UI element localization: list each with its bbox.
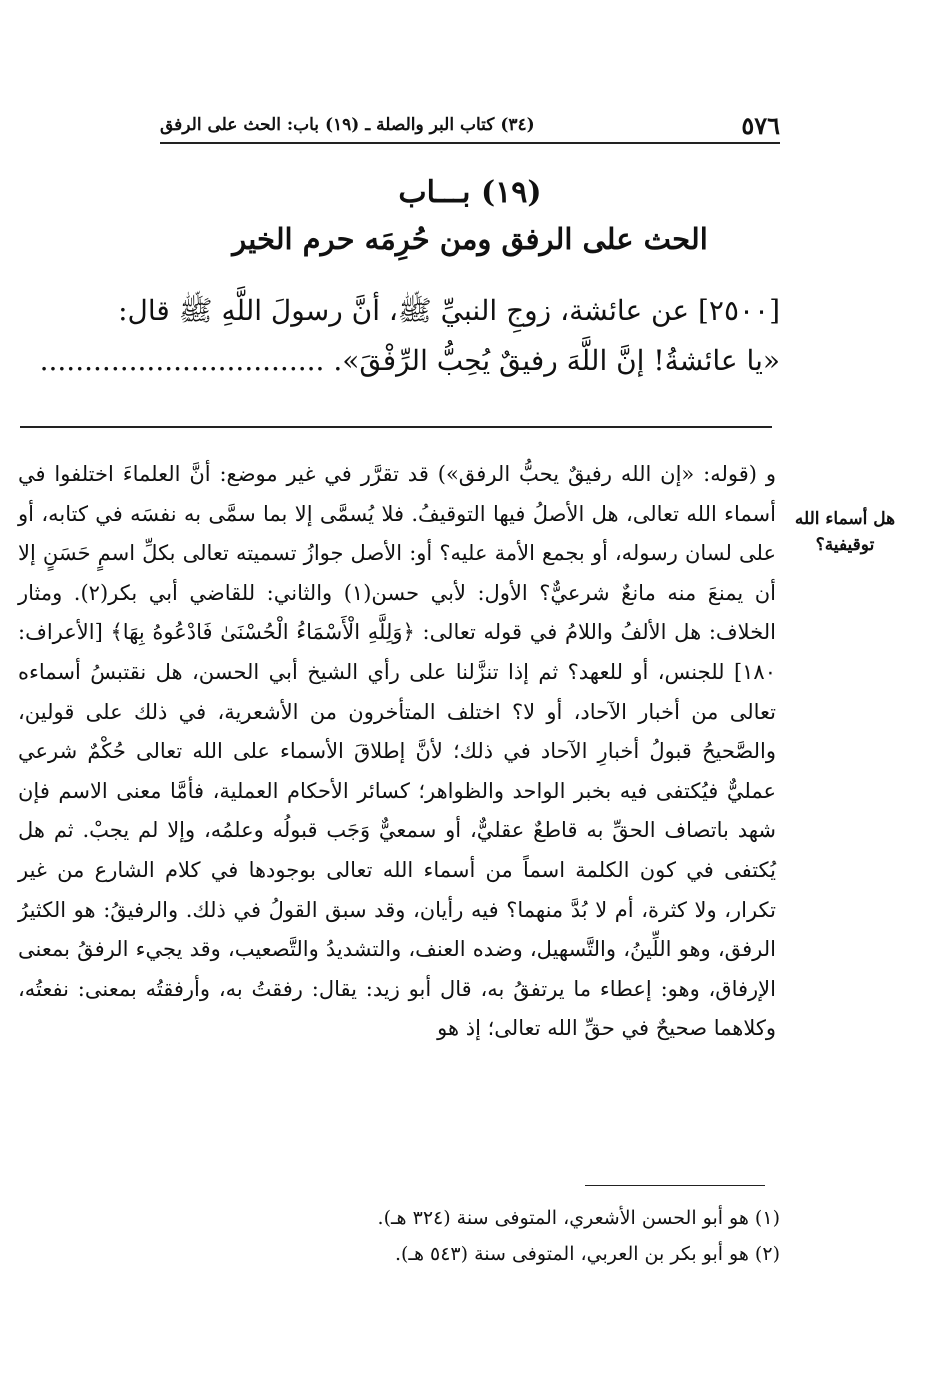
commentary-paragraph: و (قوله: «إن الله رفيقٌ يحبُّ الرفق») قد تقرَّر في غير موضع: أنَّ العلماءَ اختلفوا في أسماء الله تعالى، هل الأصلُ فيها التوقيفُ. فلا يُسمَّى إلا بما سمَّى به نفسَه في كتابه، أو على لسان رسوله، أو بجمع الأمة عليه؟ أو: الأصل جوازُ تسميته تعالى بكلِّ اسمٍ حَسَنٍ إلا أن يمنعَ منه مانعٌ شرعيٌّ؟ الأول: لأبي حسن(١) والثاني: للقاضي أبي بكر(٢). ومثار الخلاف: هل الألفُ واللامُ في قوله تعالى: ﴿وَلِلَّهِ الْأَسْمَاءُ الْحُسْنَىٰ فَادْعُوهُ بِهَا﴾ [الأعراف: ١٨٠] للجنس، أو للعهد؟ ثم إذا تنزَّلنا على رأي الشيخ أبي الحسن، هل نقتبسُ أسماءه تعالى من أخبار الآحاد، أو لا؟ اختلف المتأخرون من الأشعرية، في ذلك على قولين، والصَّحيحُ قبولُ أخبارِ الآحاد في ذلك؛ لأنَّ إطلاقَ الأسماء على الله تعالى حُكْمٌ شرعي عمليٌّ فيُكتفى فيه بخبر الواحد والظواهر؛ كسائر الأحكام العملية، فأمَّا معنى الاسم فإن شهد باتصاف الحقِّ به قاطعٌ عقليٌّ، أو سمعيٌّ وَجَب قبولُه وعلمُه، وإلا لم يجبْ. ثم هل يُكتفى في كون الكلمة اسماً من أسماء الله تعالى بوجودها في كلام الشارع من غير تكرار، ولا كثرة، أم لا بُدَّ منهما؟ فيه رأيان، وقد سبق القولُ في ذلك. والرفيقُ: هو الكثيرُ الرفق، وهو اللِّينُ، والتَّسهيل، وضده العنف، والتشديدُ والتَّصعيب، وقد يجيء الرفقُ بمعنى الإرفاق، وهو: إعطاء ما يرتفقُ به، قال أبو زيد: يقال: رفقتُ به، وأرفقتُه بمعنى: نفعتُه، وكلاهما صحيحٌ في حقِّ الله تعالى؛ إذ هو xyxy=(18,462,777,1041)
page-number: ٥٧٦ xyxy=(741,110,780,140)
margin-note xyxy=(785,506,905,558)
hadith-text xyxy=(20,286,780,386)
hadith-line-2 xyxy=(20,336,780,386)
margin-note-line-2: توقيفية؟ xyxy=(815,535,875,555)
hadith-line-1: [٢٥٠٠] عن عائشة، زوجِ النبيِّ ﷺ، أنَّ رسولَ اللَّهِ ﷺ قال: xyxy=(118,294,780,327)
running-title: (٣٤) كتاب البر والصلة ـ (١٩) باب: الحث على الرفق xyxy=(160,115,535,135)
commentary-text xyxy=(18,455,776,1049)
page-header xyxy=(160,108,780,144)
chapter-title: (١٩) بـــاب xyxy=(398,175,542,210)
footnote-2: (٢) هو أبو بكر بن العربي، المتوفى سنة (٥٤٣ هـ). xyxy=(394,1243,780,1265)
section-divider xyxy=(20,426,772,428)
footnotes xyxy=(300,1200,780,1272)
chapter-subtitle: الحث على الرفق ومن حُرِمَه حرم الخير xyxy=(232,222,708,256)
margin-note-line-1: هل أسماء الله xyxy=(794,509,896,529)
dotted-leader: ................................ xyxy=(39,344,325,377)
footnote-divider xyxy=(585,1185,765,1186)
footnote-1: (١) هو أبو الحسن الأشعري، المتوفى سنة (٣٢٤ هـ). xyxy=(377,1207,780,1229)
hadith-quote: «يا عائشةُ! إنَّ اللَّهَ رفيقٌ يُحِبُّ الرِّفْقَ». xyxy=(333,344,780,377)
